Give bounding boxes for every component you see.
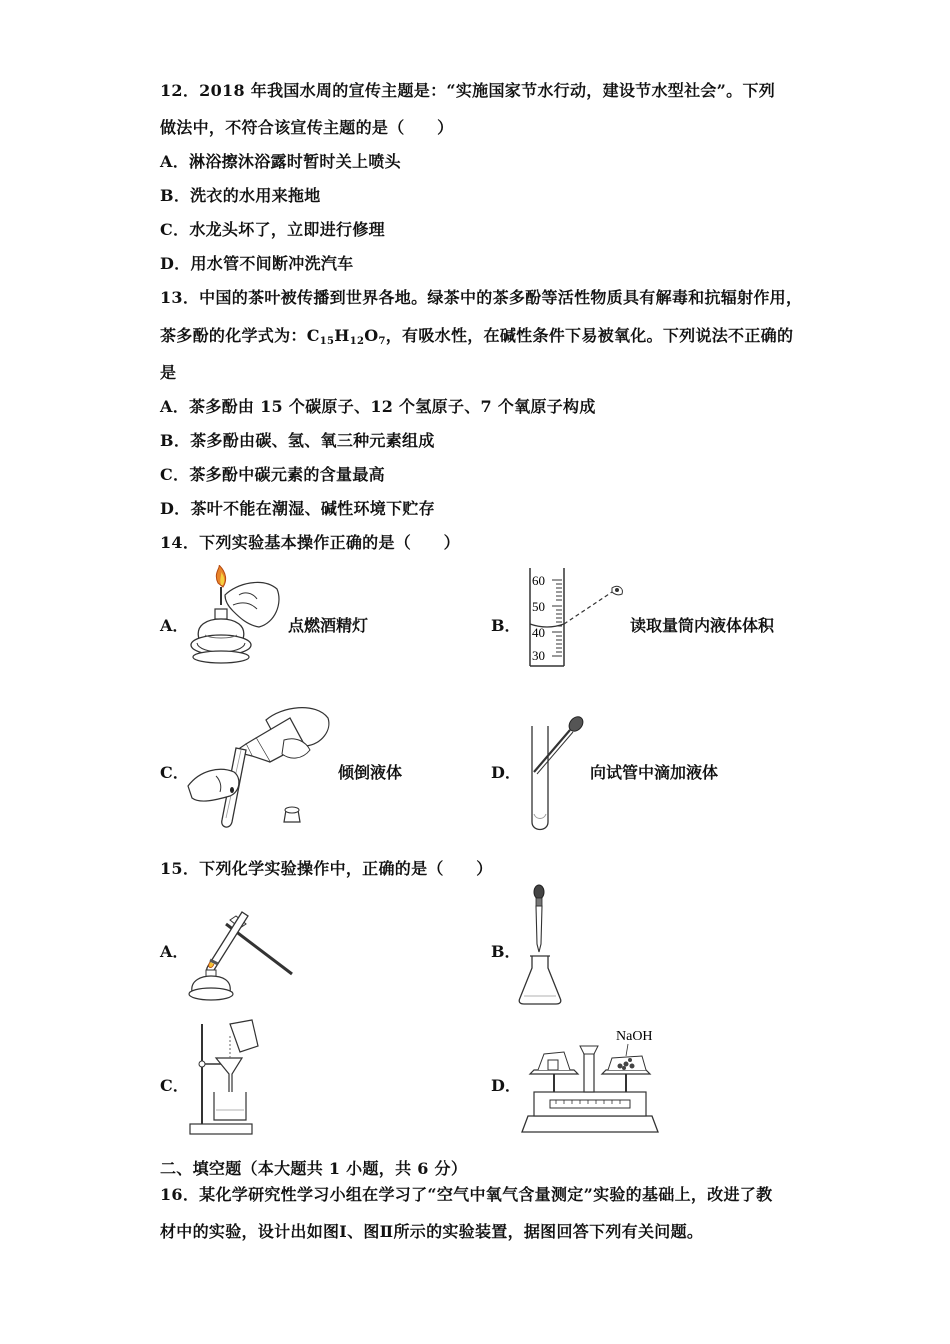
- q13-option-a: A．茶多酚由 15 个碳原子、12 个氢原子、7 个氧原子构成: [160, 397, 596, 416]
- q14-d-letter: D．: [491, 763, 521, 782]
- q13-option-b: B．茶多酚由碳、氢、氧三种元素组成: [160, 431, 435, 450]
- naoh-label: NaOH: [616, 1029, 653, 1044]
- q13-stem-line2: 茶多酚的化学式为：$C_{15}H_{12}O_7$，有吸水性，在碱性条件下易被氧化。下列说法不正确的: [160, 326, 794, 347]
- heating-test-tube-figure: [186, 902, 298, 1002]
- q12-stem-line1: 12．2018 年我国水周的宣传主题是：“实施国家节水行动，建设节水型社会”。下列: [160, 81, 776, 100]
- q15-d-letter: D．: [491, 1076, 521, 1095]
- q15-b-letter: B．: [491, 942, 521, 961]
- q12-option-b: B．洗衣的水用来拖地: [160, 186, 321, 205]
- graduated-cylinder-reading-figure: [526, 566, 626, 670]
- q15-a-letter: A．: [160, 942, 189, 961]
- q14-stem: 14．下列实验基本操作正确的是（ ）: [160, 533, 460, 552]
- cylinder-tick-40: 40: [532, 625, 545, 640]
- alcohol-lamp-lighting-figure: [185, 565, 285, 670]
- cylinder-tick-30: 30: [532, 648, 545, 663]
- q14-b-label: 读取量筒内液体体积: [630, 616, 775, 635]
- q12-stem-line2: 做法中，不符合该宣传主题的是（ ）: [160, 118, 454, 137]
- q12-option-a: A．淋浴擦沐浴露时暂时关上喷头: [160, 152, 401, 171]
- q12-option-d: D．用水管不间断冲洗汽车: [160, 254, 354, 273]
- q13-stem-line1: 13．中国的茶叶被传播到世界各地。绿茶中的茶多酚等活性物质具有解毒和抗辐射作用，: [160, 288, 803, 307]
- q14-d-label: 向试管中滴加液体: [590, 763, 719, 782]
- section-2-title: 二、填空题（本大题共 1 小题，共 6 分）: [160, 1159, 468, 1178]
- q14-c-label: 倾倒液体: [338, 763, 403, 782]
- q12-option-c: C．水龙头坏了，立即进行修理: [160, 220, 385, 239]
- balance-weighing-naoh-figure: [520, 1024, 660, 1136]
- cylinder-tick-60: 60: [532, 573, 545, 588]
- q14-b-letter: B．: [491, 616, 521, 635]
- q15-c-letter: C．: [160, 1076, 189, 1095]
- cylinder-tick-50: 50: [532, 599, 545, 614]
- q16-stem-line2: 材中的实验，设计出如图Ⅰ、图Ⅱ所示的实验装置，据图回答下列有关问题。: [160, 1222, 704, 1241]
- q14-c-letter: C．: [160, 763, 189, 782]
- q14-a-label: 点燃酒精灯: [288, 616, 369, 635]
- q14-a-letter: A．: [160, 616, 189, 635]
- dropper-into-test-tube-figure: [526, 712, 588, 832]
- q13-option-c: C．茶多酚中碳元素的含量最高: [160, 465, 385, 484]
- q16-stem-line1: 16．某化学研究性学习小组在学习了“空气中氧气含量测定”实验的基础上，改进了教: [160, 1185, 773, 1204]
- q13-stem-line3: 是: [160, 363, 177, 382]
- dropper-above-flask-figure: [518, 884, 566, 1006]
- filtration-figure: [186, 1018, 262, 1136]
- q13-option-d: D．茶叶不能在潮湿、碱性环境下贮存: [160, 499, 435, 518]
- q15-stem: 15．下列化学实验操作中，正确的是（ ）: [160, 859, 493, 878]
- pouring-liquid-figure: [186, 700, 334, 830]
